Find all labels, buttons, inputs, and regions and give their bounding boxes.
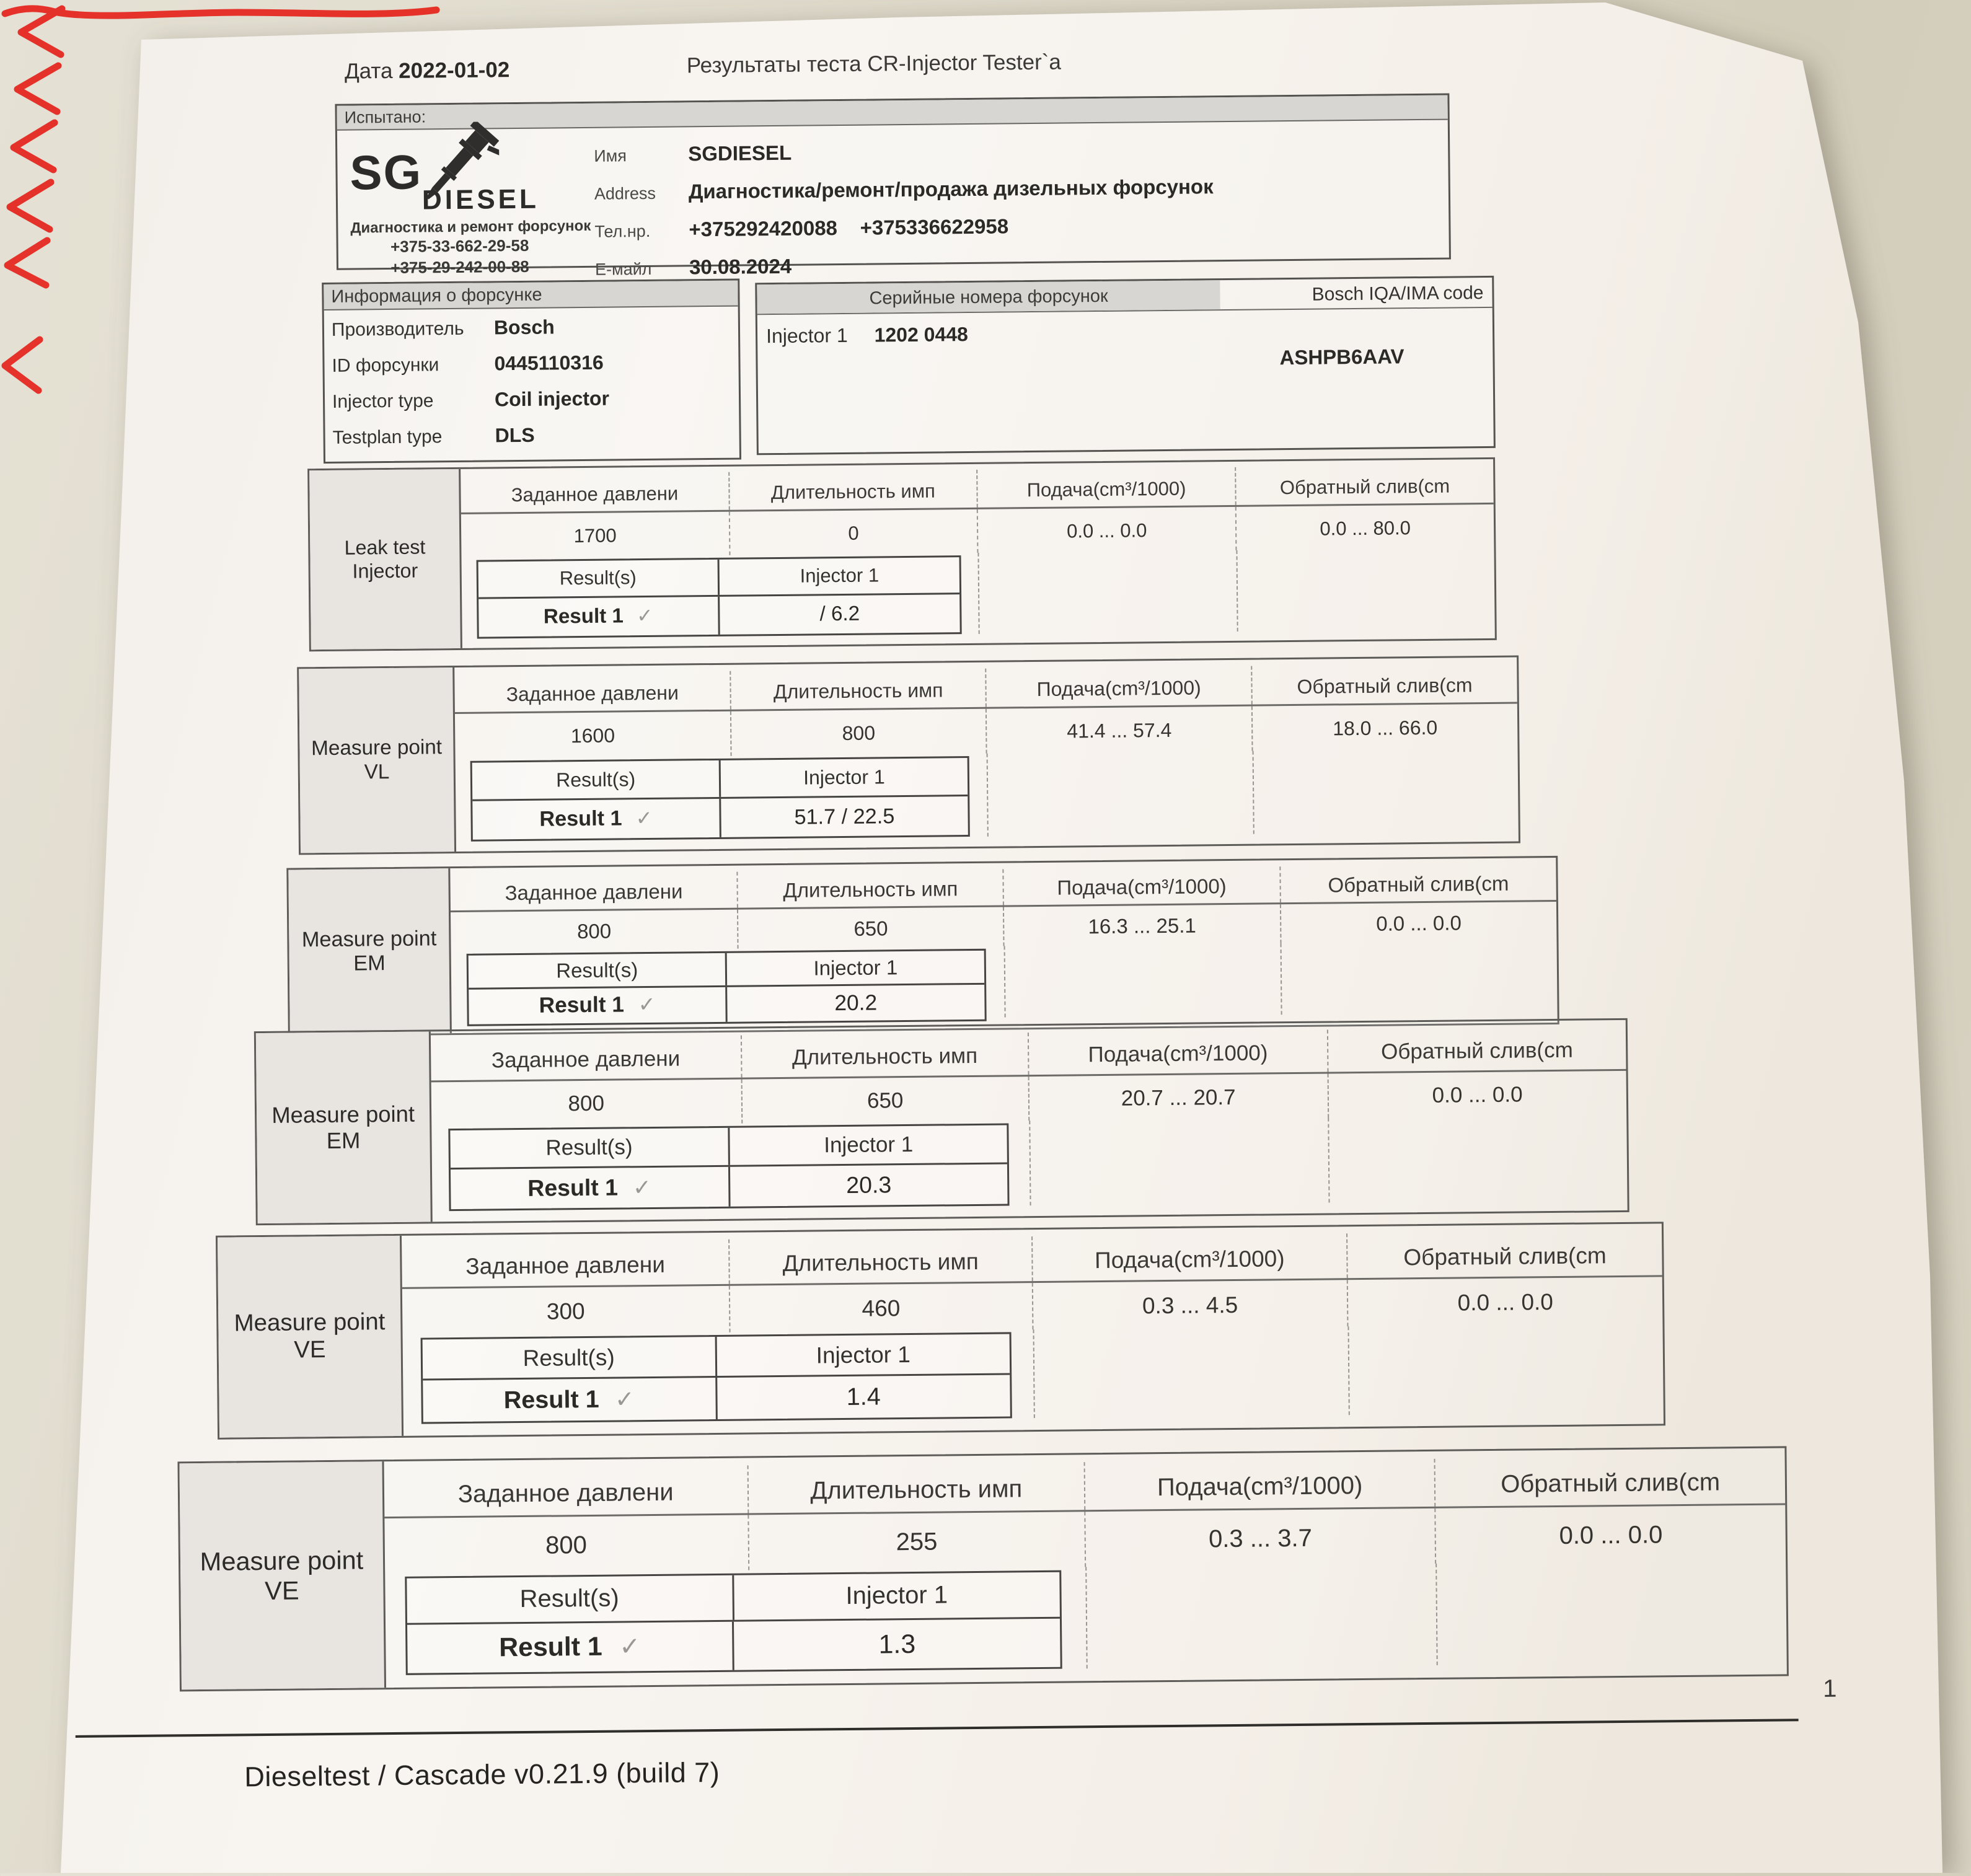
info-label: Injector type [332, 390, 495, 413]
result-subtable-wrap [456, 749, 1519, 852]
test-body [384, 1448, 1787, 1688]
pressure-value: 800 [431, 1079, 743, 1126]
col-header-backflow: Обратный слив(cm [1435, 1455, 1785, 1506]
info-value: Bosch [494, 315, 555, 339]
col-header-delivery: Подача(cm³/1000) [1029, 1029, 1328, 1075]
test-body [451, 858, 1558, 1033]
info-value: 0445110316 [494, 351, 604, 376]
result-row [469, 985, 985, 1024]
logo-sg-text: SG [350, 148, 422, 196]
injector-info-rows [324, 307, 739, 465]
field-label: Е-майл [595, 259, 689, 279]
result-subtable [476, 555, 961, 638]
field-label: Тел.нр. [594, 221, 689, 241]
pressure-value: 1700 [461, 512, 730, 558]
result-row-label: Result 1 [499, 1631, 602, 1662]
result-value: 51.7 / 22.5 [721, 796, 968, 837]
report-date [345, 58, 510, 84]
col-header-backflow: Обратный слив(cm [1347, 1230, 1662, 1277]
col-header-duration: Длительность имп [730, 1236, 1033, 1284]
backflow-range: 18.0 ... 66.0 [1253, 704, 1518, 751]
col-header-delivery: Подача(cm³/1000) [977, 467, 1236, 508]
result-value: 20.2 [727, 985, 984, 1022]
test-section-em1 [286, 856, 1559, 1037]
result-subtable [467, 948, 986, 1026]
result-header-row [472, 758, 968, 801]
col-header-duration: Длительность имп [731, 668, 987, 710]
test-body [461, 459, 1494, 648]
injector-info-header: Информация о форсунке [324, 281, 738, 310]
field-row-phone [594, 211, 1437, 242]
col-header-backflow: Обратный слив(cm [1328, 1026, 1626, 1072]
injector-col-header: Injector 1 [717, 1334, 1010, 1376]
col-header-pressure: Заданное давлени [461, 472, 730, 513]
delivery-range: 20.7 ... 20.7 [1030, 1073, 1329, 1121]
test-section-vl [297, 656, 1520, 855]
results-header: Result(s) [422, 1337, 717, 1378]
pressure-value: 1600 [455, 711, 731, 759]
col-header-duration: Длительность имп [748, 1462, 1085, 1513]
result-label-cell [478, 597, 720, 636]
result-value: 20.3 [730, 1164, 1008, 1206]
backflow-range: 0.0 ... 0.0 [1436, 1505, 1786, 1563]
result-subtable-wrap [403, 1323, 1664, 1435]
tested-by-body [337, 120, 1450, 303]
result-row [423, 1375, 1010, 1422]
col-header-backflow: Обратный слив(cm [1252, 663, 1517, 705]
delivery-range: 0.3 ... 3.7 [1085, 1508, 1436, 1567]
test-name: Leak test Injector [309, 469, 462, 650]
result-label-cell [473, 799, 721, 840]
tested-by-box [335, 94, 1450, 270]
results-header: Result(s) [478, 560, 720, 597]
results-header: Result(s) [469, 953, 728, 988]
results-header: Result(s) [472, 760, 721, 799]
duration-value: 650 [738, 907, 1004, 949]
col-header-duration: Длительность имп [730, 470, 978, 510]
logo-tagline: Диагностика и ремонт форсунок [350, 218, 568, 237]
footer-software-version: Dieseltest / Cascade v0.21.9 (build 7) [244, 1756, 720, 1793]
results-header: Result(s) [450, 1128, 730, 1168]
col-header-backflow: Обратный слив(cm [1236, 465, 1493, 505]
test-section-ve1 [216, 1222, 1665, 1439]
field-value: SGDIESEL [688, 141, 791, 166]
injector-col-header: Injector 1 [734, 1572, 1060, 1619]
result-header-row [422, 1334, 1010, 1381]
field-row-name [594, 135, 1437, 167]
result-row-label: Result 1 [503, 1385, 599, 1413]
result-row [473, 796, 968, 840]
result-subtable-wrap [451, 941, 1558, 1033]
iqa-code-header: Bosch IQA/IMA code [1220, 283, 1493, 309]
result-row-label: Result 1 [539, 806, 622, 830]
duration-value: 255 [749, 1512, 1086, 1570]
date-label: Дата [345, 59, 393, 84]
field-value: 30.08.2024 [689, 255, 792, 280]
delivery-range: 0.0 ... 0.0 [978, 507, 1237, 553]
result-header-row [478, 557, 959, 599]
page-title: Результаты теста CR-Injector Tester`a [687, 50, 1061, 79]
backflow-range: 0.0 ... 0.0 [1328, 1070, 1626, 1117]
col-header-pressure: Заданное давлени [384, 1466, 748, 1517]
pressure-value: 800 [384, 1515, 749, 1574]
result-subtable-wrap [462, 548, 1495, 648]
tested-by-header: Испытано: [337, 95, 1447, 131]
injector-col-header: Injector 1 [730, 1125, 1007, 1165]
serial-value: 1202 0448 [874, 323, 968, 346]
delivery-range: 41.4 ... 57.4 [987, 707, 1253, 754]
duration-value: 460 [730, 1283, 1033, 1332]
logo-diesel-text: DIESEL [422, 185, 568, 214]
injector-info-box [322, 279, 741, 464]
date-value: 2022-01-02 [399, 58, 509, 83]
serial-numbers-box [755, 276, 1496, 455]
injector-col-header: Injector 1 [721, 758, 968, 797]
iqa-code-value: ASHPB6AAV [1279, 345, 1404, 369]
backflow-range: 0.0 ... 80.0 [1237, 504, 1494, 550]
duration-value: 800 [731, 709, 987, 756]
check-icon: ✓ [638, 993, 656, 1016]
result-row [478, 594, 960, 636]
check-icon: ✓ [635, 806, 653, 829]
delivery-range: 0.3 ... 4.5 [1033, 1280, 1348, 1329]
footer-rule [76, 1719, 1799, 1738]
test-name: Measure point VE [180, 1461, 386, 1689]
logo-phone-1: +375-33-662-29-58 [351, 235, 569, 258]
field-value: +375292420088 +375336622958 [689, 214, 1008, 241]
result-subtable [470, 756, 970, 842]
field-row-email [595, 249, 1438, 280]
field-row-address [594, 173, 1437, 205]
result-subtable [405, 1570, 1062, 1675]
check-icon: ✓ [633, 1175, 651, 1200]
result-row [407, 1619, 1060, 1673]
test-section-leak [307, 457, 1497, 651]
serial-content-row [757, 308, 1493, 348]
test-name: Measure point VE [218, 1236, 403, 1438]
company-logo [350, 137, 569, 296]
test-section-em2 [254, 1018, 1629, 1226]
info-label: Производитель [332, 318, 494, 341]
pressure-value: 800 [451, 910, 738, 951]
result-value: / 6.2 [720, 594, 959, 634]
pressure-value: 300 [402, 1285, 730, 1335]
info-row-id [332, 350, 732, 377]
col-header-delivery: Подача(cm³/1000) [986, 666, 1253, 707]
serial-numbers-header: Серийные номера форсунок [757, 280, 1220, 314]
col-header-delivery: Подача(cm³/1000) [1085, 1459, 1435, 1510]
col-header-duration: Длительность имп [738, 869, 1004, 908]
col-header-delivery: Подача(cm³/1000) [1004, 866, 1281, 905]
field-value: Диагностика/ремонт/продажа дизельных форсунок [689, 175, 1214, 203]
result-subtable [448, 1124, 1010, 1211]
result-row-label: Result 1 [527, 1174, 618, 1200]
injector-col-header: Injector 1 [727, 951, 984, 985]
col-header-pressure: Заданное давлени [455, 671, 731, 712]
duration-value: 0 [730, 509, 978, 555]
field-label: Address [594, 183, 689, 203]
info-label: Testplan type [332, 426, 495, 449]
field-label: Имя [594, 146, 688, 165]
col-header-pressure: Заданное давлени [402, 1240, 730, 1287]
info-row-manufacturer [332, 314, 732, 341]
test-body [455, 658, 1519, 852]
injector-col-header: Injector 1 [720, 557, 959, 595]
test-name: Measure point EM [256, 1031, 433, 1223]
result-label-cell [407, 1622, 735, 1673]
test-name: Measure point EM [288, 868, 452, 1034]
info-label: ID форсунки [332, 354, 494, 377]
result-subtable-wrap [431, 1115, 1627, 1222]
info-value: DLS [495, 424, 534, 447]
duration-value: 650 [742, 1077, 1030, 1124]
info-row-testplan-type [332, 422, 733, 449]
tested-by-fields [568, 129, 1438, 294]
col-header-duration: Длительность имп [741, 1033, 1029, 1077]
result-subtable-wrap [385, 1560, 1787, 1688]
result-row-label: Result 1 [544, 604, 624, 628]
info-value: Coil injector [495, 387, 609, 412]
col-header-delivery: Подача(cm³/1000) [1033, 1233, 1348, 1280]
backflow-range: 0.0 ... 0.0 [1281, 902, 1557, 943]
result-label-cell [469, 987, 728, 1024]
result-label-cell [423, 1378, 717, 1422]
result-header-row [450, 1125, 1007, 1169]
results-header: Result(s) [407, 1575, 734, 1623]
col-header-backflow: Обратный слив(cm [1281, 864, 1556, 903]
result-header-row [407, 1572, 1060, 1624]
check-icon: ✓ [619, 1632, 641, 1660]
result-value: 1.4 [717, 1375, 1010, 1420]
test-body [402, 1223, 1664, 1435]
injector-label: Injector 1 [766, 324, 848, 347]
result-header-row [469, 951, 984, 990]
delivery-range: 16.3 ... 25.1 [1004, 905, 1281, 946]
check-icon: ✓ [637, 604, 653, 626]
info-row-injector-type [332, 386, 733, 413]
col-header-pressure: Заданное давлени [431, 1035, 742, 1080]
col-header-pressure: Заданное давлени [451, 872, 738, 911]
backflow-range: 0.0 ... 0.0 [1348, 1277, 1662, 1326]
test-name: Measure point VL [299, 667, 456, 853]
result-row-label: Result 1 [539, 993, 624, 1018]
test-body [431, 1020, 1628, 1222]
test-section-ve2 [177, 1446, 1788, 1691]
page-number: 1 [1823, 1675, 1837, 1703]
result-label-cell [451, 1167, 730, 1209]
result-subtable [420, 1332, 1012, 1424]
logo-phone-2: +375-29-242-00-88 [351, 256, 569, 279]
check-icon: ✓ [615, 1386, 635, 1412]
result-row [451, 1164, 1008, 1209]
result-value: 1.3 [734, 1619, 1060, 1670]
